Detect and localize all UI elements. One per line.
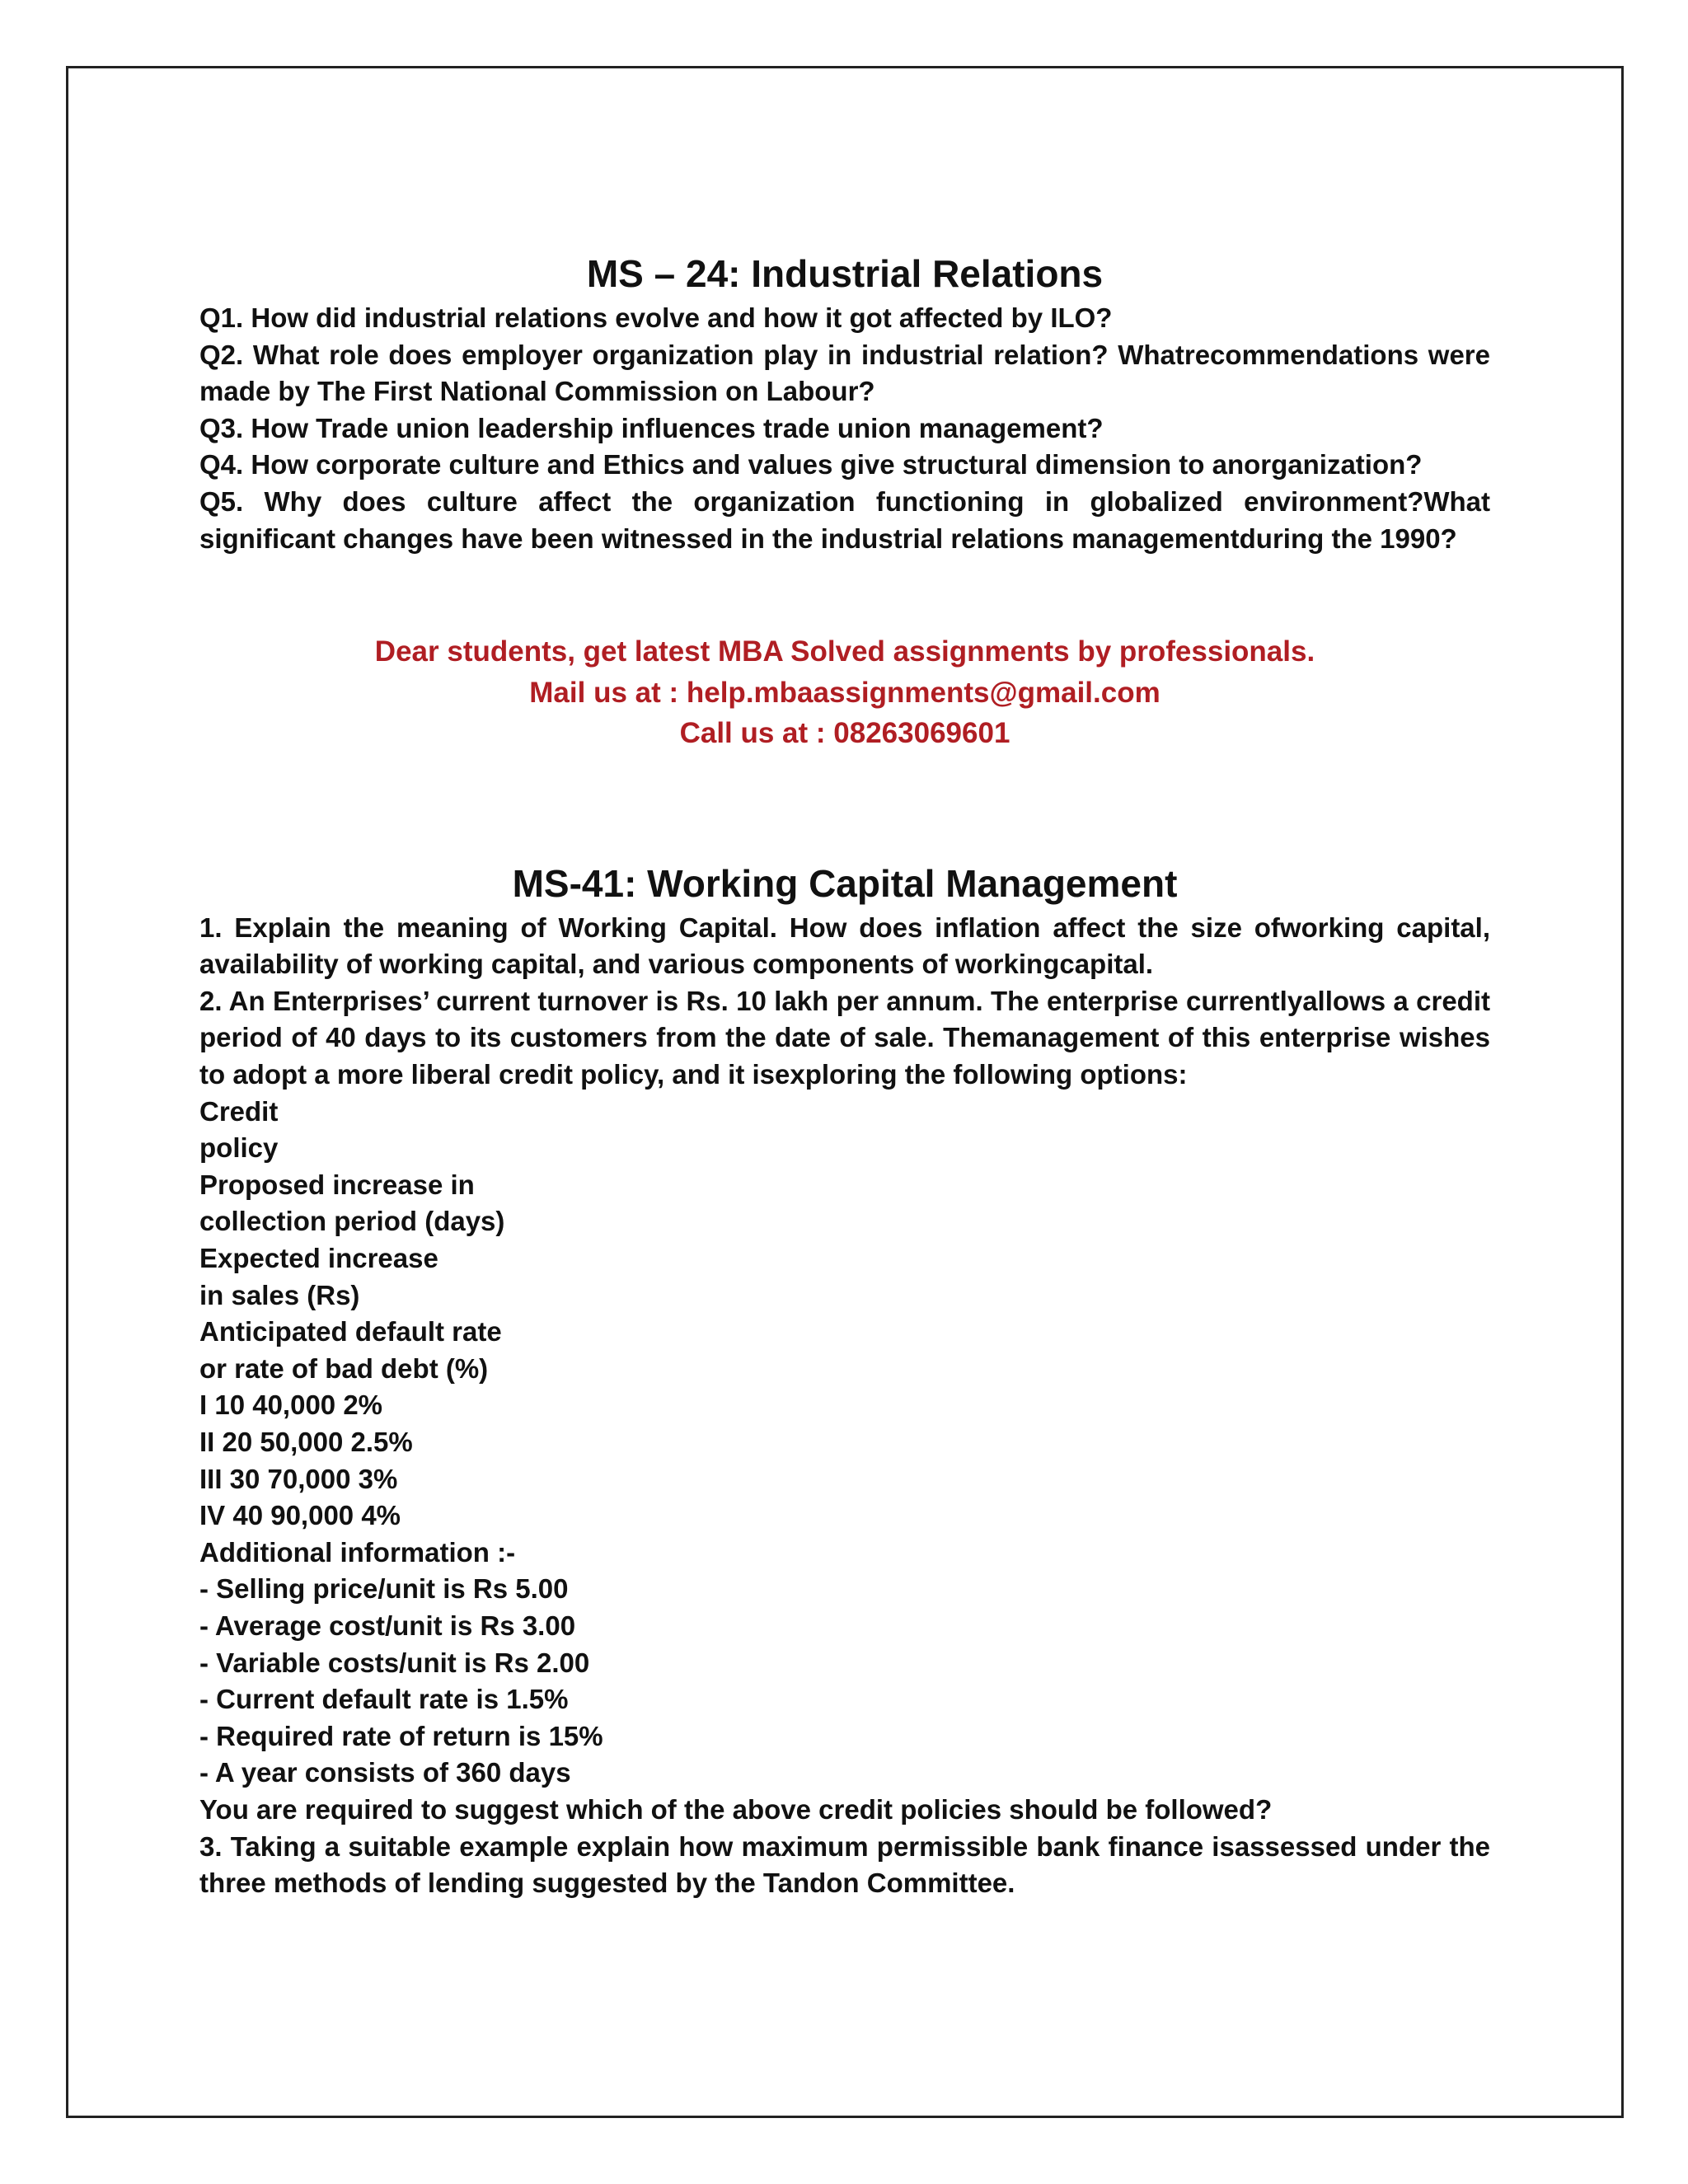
table-row: I 10 40,000 2% bbox=[199, 1390, 383, 1421]
ms24-title: MS – 24: Industrial Relations bbox=[586, 252, 1104, 295]
table-header-line: Expected increase bbox=[199, 1243, 438, 1273]
ms41-question-1: 1. Explain the meaning of Working Capital. How does inflation affect the size ofworking capital, availability of working capital, and various components of workingcapital. bbox=[199, 912, 1490, 980]
ms24-section bbox=[199, 247, 1490, 557]
promo-headline: Dear students, get latest MBA Solved assignments by professionals. bbox=[374, 635, 1315, 668]
table-header-line: Anticipated default rate bbox=[199, 1316, 502, 1347]
list-item: - Variable costs/unit is Rs 2.00 bbox=[199, 1647, 590, 1678]
ms24-question-4: Q4. How corporate culture and Ethics and values give structural dimension to anorganization? bbox=[199, 449, 1423, 480]
ms24-question-1: Q1. How did industrial relations evolve and how it got affected by ILO? bbox=[199, 302, 1113, 333]
promo-email: Mail us at : help.mbaassignments@gmail.com bbox=[529, 676, 1160, 709]
table-header-line: or rate of bad debt (%) bbox=[199, 1352, 489, 1384]
table-header-line: collection period (days) bbox=[199, 1206, 505, 1237]
table-header-line: Proposed increase in bbox=[199, 1169, 475, 1200]
ms24-question-5: Q5. Why does culture affect the organization functioning in globalized environment?What significant changes have been witnessed in the industrial relations managementduring the 1990? bbox=[199, 485, 1490, 554]
ms24-question-2: Q2. What role does employer organization play in industrial relation? Whatrecommendations were made by The First National Commission on Labour? bbox=[199, 339, 1490, 407]
ms41-question-2-prompt: You are required to suggest which of the above credit policies should be followed? bbox=[199, 1793, 1273, 1825]
table-row: III 30 70,000 3% bbox=[199, 1463, 398, 1494]
table-header-line: policy bbox=[199, 1132, 279, 1164]
ms41-question-3: 3. Taking a suitable example explain how maximum permissible bank finance isassessed under the three methods of lending suggested by the Tandon Committee. bbox=[199, 1830, 1490, 1899]
ms41-title: MS-41: Working Capital Management bbox=[512, 861, 1178, 905]
additional-info-list bbox=[199, 1571, 1490, 1792]
ms24-question-3: Q3. How Trade union leadership influences trade union management? bbox=[199, 412, 1104, 443]
credit-policy-table bbox=[199, 1094, 1490, 1535]
list-item: - Required rate of return is 15% bbox=[199, 1720, 603, 1751]
table-header-line: in sales (Rs) bbox=[199, 1279, 360, 1310]
list-item: - Selling price/unit is Rs 5.00 bbox=[199, 1573, 569, 1605]
ms41-section bbox=[199, 857, 1490, 1902]
promo-phone: Call us at : 08263069601 bbox=[679, 717, 1010, 750]
additional-info-title: Additional information :- bbox=[199, 1536, 516, 1568]
list-item: - Average cost/unit is Rs 3.00 bbox=[199, 1610, 576, 1641]
ms41-question-2-intro: 2. An Enterprises’ current turnover is Rs. 10 lakh per annum. The enterprise currentlyallows a credit period of 40 days to its customers from the date of sale. Themanagement of this enterprise wishes to adopt a more liberal credit policy, and it isexploring the following options: bbox=[199, 985, 1490, 1090]
table-header-line: Credit bbox=[199, 1095, 279, 1127]
document-content bbox=[199, 247, 1490, 1902]
list-item: - A year consists of 360 days bbox=[199, 1757, 571, 1788]
table-row: IV 40 90,000 4% bbox=[199, 1500, 401, 1531]
promo-section bbox=[199, 631, 1490, 754]
table-row: II 20 50,000 2.5% bbox=[199, 1426, 413, 1457]
list-item: - Current default rate is 1.5% bbox=[199, 1684, 569, 1715]
